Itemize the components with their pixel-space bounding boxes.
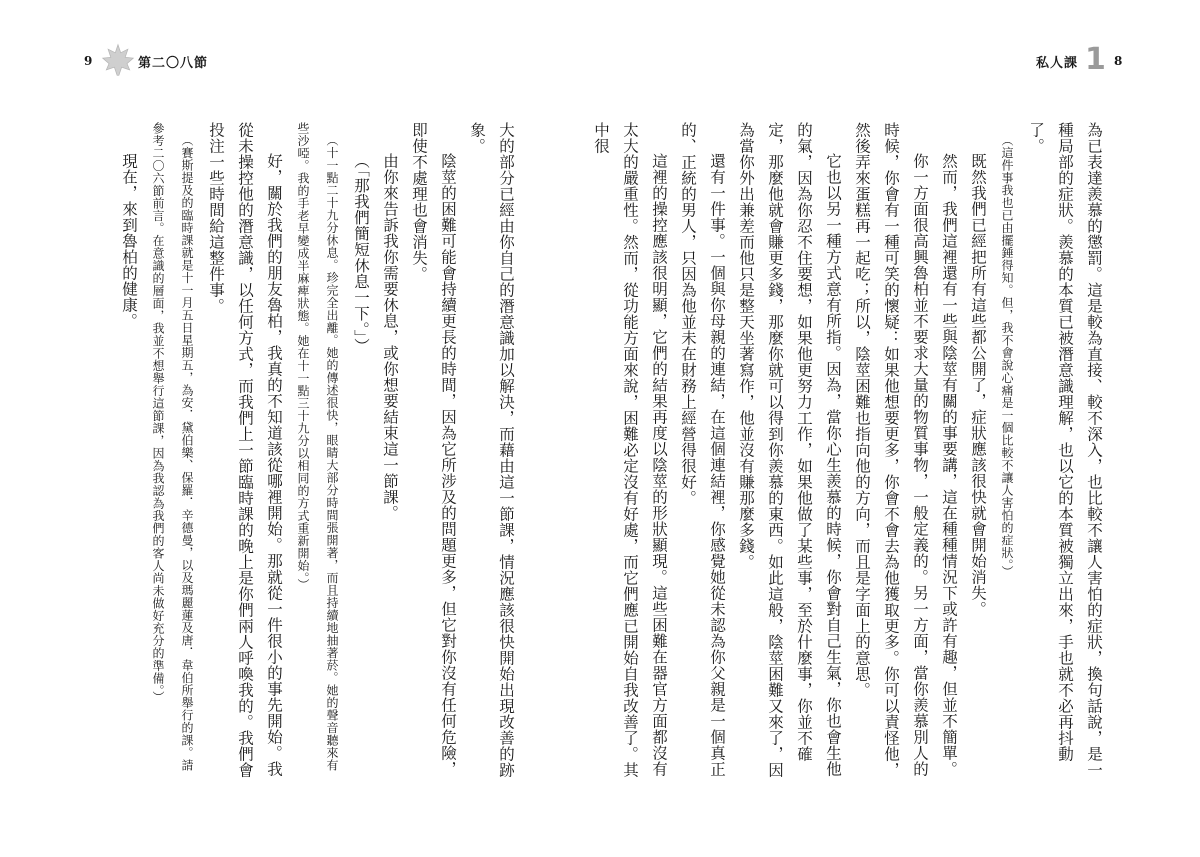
paragraph: 現在，來到魯柏的健康。 [120,153,138,329]
paragraph: 這裡的操控應該很明顯，它們的結果再度以陰莖的形狀顯現。這些困難在器官方面都沒有太大的嚴重性。然而，從功能方面來說，困難必定沒有好處，而它們應已開始自我改善了。其中很 [592,122,668,778]
left-page-number: 9 [84,54,93,68]
paragraph: 然而，我們這裡還有一些與陰莖有關的事要講，這在種種情況下或許有趣，但並不簡單。 [940,153,958,777]
annotation-paragraph: （賽斯提及的臨時課就是十一月五日星期五，為安．黛伯樂、保羅．辛德曼，以及瑪麗蓮及唐．韋伯所舉行的課。請參考二〇六節前言。在意識的層面，我並不想舉行這節課，因為我認為我們的客人尚未做好充分的準備。） [151,122,194,772]
left-page-text [80,122,520,782]
annotation-paragraph: （這件事我也已由擺錘得知。但，我不會說心痛是一個比較不讓人害怕的症狀。） [1000,134,1014,578]
paragraph: （「那我們簡短休息一下。」） [352,153,370,354]
right-page-number: 8 [1114,54,1123,68]
paragraph: 大的部分已經由你自己的潛意識加以解決，而藉由這一節課，情況應該很快開始出現改善的跡象。 [468,122,515,778]
paragraph: 既然我們已經把所有這些都公開了，症狀應該很快就會開始消失。 [969,153,987,617]
paragraph: 陰莖的困難可能會持續更長的時間，因為它所涉及的問題更多，但它對你沒有任何危險，即使不處理也會消失。 [410,122,457,777]
paragraph: 由你來告訴我你需要休息，或你想要結束這一節課。 [381,153,399,521]
paragraph: 你一方面很高興魯柏並不要求大量的物質事物，一般定義的。另一方面，當你羨慕別人的時候，你會有一種可笑的懷疑：如果他想要更多，你會不會去為他獲取更多。你可以責怪他，然後弄來蛋糕再一起吃；所以，陰莖困難也指向他的方向，而且是字面上的意思。 [853,122,929,778]
paragraph: 為已表達羨慕的懲罰。這是較為直接、較不深入，也比較不讓人害怕的症狀，換句話說，是一種局部的症狀。羨慕的本質已被潛意識理解，也以它的本質被獨立出來，手也就不必再抖動了。 [1027,122,1103,778]
annotation-paragraph: （十一點二十九分休息。珍完全出離。她的傳述很快，眼睛大部分時間張開著，而且持續地抽著菸。她的聲音聽來有些沙啞。我的手老早變成半麻痺狀態。她在十一點三十九分以相同的方式重新開始。） [296,122,339,772]
paragraph: 好，關於我們的朋友魯柏，我真的不知道該從哪裡開始。那就從一件很小的事先開始。我從未操控他的潛意識，以任何方式，而我們上一節臨時課的晚上是你們兩人呼喚我的。我們會投注一些時間給這整件事。 [207,122,283,778]
chapter-numeral: 1 [1085,42,1106,77]
maple-leaf-icon [100,42,136,78]
right-header-title: 私人課 [1036,56,1079,71]
paragraph: 還有一件事。一個與你母親的連結，在這個連結裡，你感覺她從未認為你父親是一個真正的、正統的男人，只因為他並未在財務上經營得很好。 [679,122,726,777]
right-page-text [592,122,1108,782]
left-header-title: 第二〇八節 [138,56,209,71]
paragraph: 它也以另一種方式意有所指。因為，當你心生羨慕的時候，你會對自己生氣，你也會生他的氣，因為你忍不住要想，如果他更努力工作，如果他做了某些事，至於什麼事，你並不確定，那麼他就會賺更多錢，那麼你就可以得到你羨慕的東西。如此這般，陰莖困難又來了，因為當你外出兼差而他只是整天坐著寫作，他並沒有賺那麼多錢。 [737,122,842,778]
